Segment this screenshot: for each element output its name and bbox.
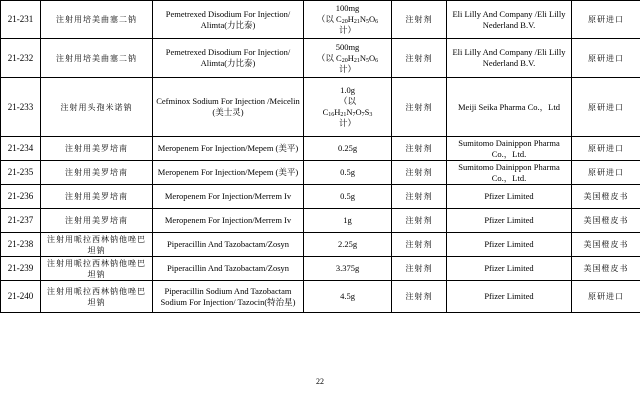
- table-row: [1, 78, 640, 137]
- reference-source: 原研进口: [572, 1, 640, 39]
- english-name: Pemetrexed Disodium For Injection/ Alimta(力比泰): [153, 1, 304, 39]
- dosage-form: 注射剂: [392, 78, 447, 137]
- chinese-name: 注射用美罗培南: [41, 137, 153, 161]
- company: Eli Lilly And Company /Eli Lilly Nederland B.V.: [447, 39, 572, 78]
- row-id: 21-237: [1, 209, 41, 233]
- reference-source: 美国橙皮书: [572, 185, 640, 209]
- chinese-name: 注射用美罗培南: [41, 185, 153, 209]
- english-name: Meropenem For Injection/Merrem Iv: [153, 185, 304, 209]
- chinese-name: 注射用头孢米诺钠: [41, 78, 153, 137]
- table-row: [1, 185, 640, 209]
- reference-source: 美国橙皮书: [572, 257, 640, 281]
- row-id: 21-231: [1, 1, 41, 39]
- english-name: Meropenem For Injection/Mepem (美平): [153, 137, 304, 161]
- reference-source: 美国橙皮书: [572, 209, 640, 233]
- page-number: 22: [316, 377, 324, 386]
- english-name: Cefminox Sodium For Injection /Meicelin (美士灵): [153, 78, 304, 137]
- row-id: 21-235: [1, 161, 41, 185]
- specification: 3.375g: [304, 257, 392, 281]
- dosage-form: 注射剂: [392, 137, 447, 161]
- reference-source: 原研进口: [572, 39, 640, 78]
- dosage-form: 注射剂: [392, 233, 447, 257]
- specification: 1g: [304, 209, 392, 233]
- english-name: Meropenem For Injection/Merrem Iv: [153, 209, 304, 233]
- specification: 1.0g （以 $C_{16}H_{21}N_7O_7S_3$ 计）: [304, 78, 392, 137]
- reference-source: 原研进口: [572, 161, 640, 185]
- specification: 4.5g: [304, 281, 392, 313]
- dosage-form: 注射剂: [392, 1, 447, 39]
- company: Pfizer Limited: [447, 209, 572, 233]
- english-name: Piperacillin And Tazobactam/Zosyn: [153, 257, 304, 281]
- row-id: 21-232: [1, 39, 41, 78]
- english-name: Piperacillin Sodium And Tazobactam Sodium For Injection/ Tazocin(特治星): [153, 281, 304, 313]
- row-id: 21-239: [1, 257, 41, 281]
- chinese-name: 注射用美罗培南: [41, 209, 153, 233]
- specification: 0.5g: [304, 185, 392, 209]
- company: Sumitomo Dainippon Pharma Co.，Ltd.: [447, 161, 572, 185]
- chinese-name: 注射用哌拉西林钠他唑巴坦钠: [41, 281, 153, 313]
- reference-source: 原研进口: [572, 281, 640, 313]
- table-row: [1, 137, 640, 161]
- reference-source: 原研进口: [572, 137, 640, 161]
- company: Pfizer Limited: [447, 257, 572, 281]
- company: Pfizer Limited: [447, 281, 572, 313]
- specification: 0.5g: [304, 161, 392, 185]
- company: Meiji Seika Pharma Co.，Ltd: [447, 78, 572, 137]
- table-row: [1, 257, 640, 281]
- chinese-name: 注射用哌拉西林钠他唑巴坦钠: [41, 257, 153, 281]
- chinese-name: 注射用培美曲塞二钠: [41, 39, 153, 78]
- dosage-form: 注射剂: [392, 185, 447, 209]
- row-id: 21-233: [1, 78, 41, 137]
- row-id: 21-238: [1, 233, 41, 257]
- table-row: [1, 209, 640, 233]
- table-row: [1, 161, 640, 185]
- table-row: [1, 281, 640, 313]
- chinese-name: 注射用培美曲塞二钠: [41, 1, 153, 39]
- company: Pfizer Limited: [447, 185, 572, 209]
- chinese-name: 注射用美罗培南: [41, 161, 153, 185]
- english-name: Pemetrexed Disodium For Injection/ Alimta(力比泰): [153, 39, 304, 78]
- english-name: Meropenem For Injection/Mepem (美平): [153, 161, 304, 185]
- reference-source: 美国橙皮书: [572, 233, 640, 257]
- chinese-name: 注射用哌拉西林钠他唑巴坦钠: [41, 233, 153, 257]
- english-name: Piperacillin And Tazobactam/Zosyn: [153, 233, 304, 257]
- dosage-form: 注射剂: [392, 257, 447, 281]
- row-id: 21-240: [1, 281, 41, 313]
- table-row: [1, 1, 640, 39]
- specification: 0.25g: [304, 137, 392, 161]
- dosage-form: 注射剂: [392, 161, 447, 185]
- specification: 500mg （以 $C_{20}H_{21}N_5O_6$ 计）: [304, 39, 392, 78]
- specification: 2.25g: [304, 233, 392, 257]
- row-id: 21-236: [1, 185, 41, 209]
- company: Eli Lilly And Company /Eli Lilly Nederland B.V.: [447, 1, 572, 39]
- table-row: [1, 39, 640, 78]
- dosage-form: 注射剂: [392, 39, 447, 78]
- reference-source: 原研进口: [572, 78, 640, 137]
- dosage-form: 注射剂: [392, 209, 447, 233]
- specification: 100mg （以 $C_{20}H_{21}N_5O_6$ 计）: [304, 1, 392, 39]
- company: Pfizer Limited: [447, 233, 572, 257]
- row-id: 21-234: [1, 137, 41, 161]
- company: Sumitomo Dainippon Pharma Co.，Ltd.: [447, 137, 572, 161]
- dosage-form: 注射剂: [392, 281, 447, 313]
- table-row: [1, 233, 640, 257]
